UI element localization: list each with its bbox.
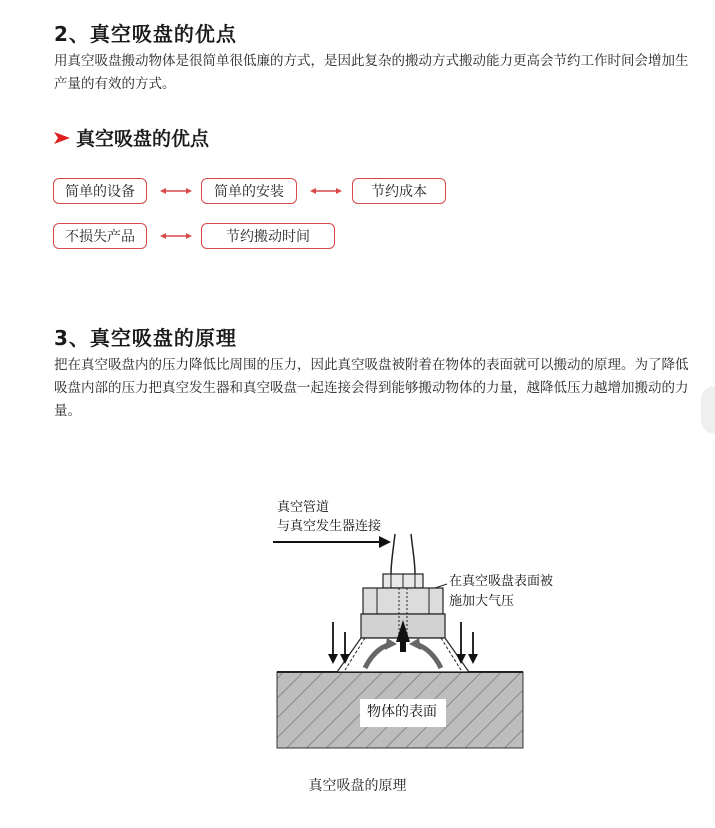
section3-title: 3、真空吸盘的原理 (54, 326, 237, 350)
section2-text: 用真空吸盘搬动物体是很简单很低廉的方式，是因此复杂的搬动方式搬动能力更高会节约工作时间会增加生产量的有效的方式。 (54, 53, 689, 92)
pressure-label-line1: 在真空吸盘表面被 (449, 574, 554, 589)
scroll-handle[interactable] (701, 386, 715, 434)
advantages-title: 真空吸盘的优点 (76, 128, 210, 150)
tube-label-line1: 真空管道 (277, 500, 330, 515)
advantage-box-simple-install: 简单的安装 (201, 178, 297, 204)
pointer-icon (54, 132, 70, 144)
advantages-heading (54, 124, 209, 151)
tube-label-line2: 与真空发生器连接 (277, 519, 382, 534)
advantage-box-simple-equipment: 简单的设备 (53, 178, 147, 204)
double-arrow-icon (310, 187, 342, 195)
double-arrow-icon (160, 232, 192, 240)
section3-text: 把在真空吸盘内的压力降低比周围的压力，因此真空吸盘被附着在物体的表面就可以搬动的原理。为了降低吸盘内部的压力把真空发生器和真空吸盘一起连接会得到能够搬动物体的力量，越降低压力越增加搬动的力量。 (54, 357, 689, 419)
vacuum-cup-diagram (265, 492, 585, 762)
advantage-box-save-time: 节约搬动时间 (201, 223, 335, 249)
pressure-label-line2: 施加大气压 (449, 594, 515, 609)
surface-label: 物体的表面 (367, 704, 437, 720)
section2-title: 2、真空吸盘的优点 (54, 22, 237, 46)
advantage-box-no-loss: 不损失产品 (53, 223, 147, 249)
double-arrow-icon (160, 187, 192, 195)
diagram-caption: 真空吸盘的原理 (308, 778, 407, 794)
advantage-box-save-cost: 节约成本 (352, 178, 446, 204)
